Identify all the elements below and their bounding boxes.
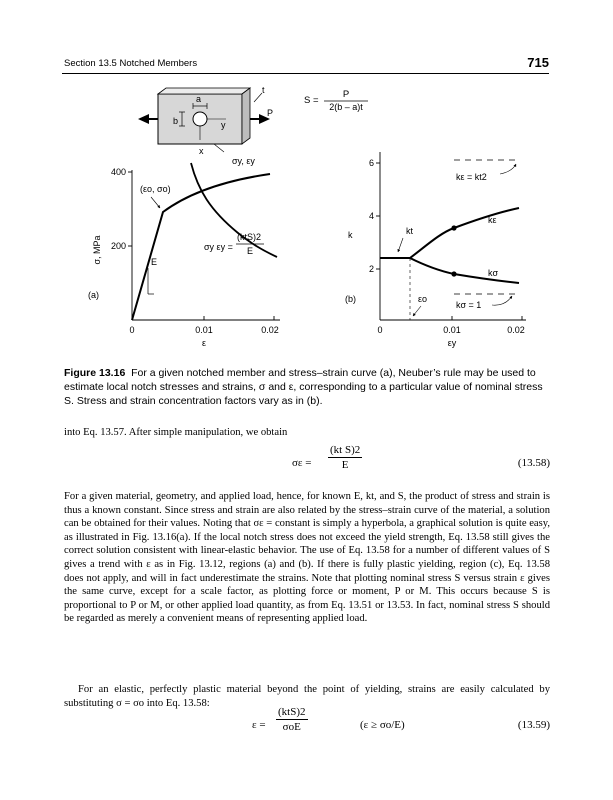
panel-a-ytick-400: 400	[110, 167, 126, 177]
panel-a-xlabel: ε	[201, 338, 207, 348]
eq2-number: (13.59)	[517, 719, 550, 731]
panel-b-ytick-6: 6	[368, 158, 374, 168]
panel-a-xtick-002: 0.02	[261, 325, 279, 335]
eq2-condition: (ε ≥ σo/E)	[360, 719, 405, 731]
equation-13-59	[64, 706, 550, 746]
label-x: x	[199, 146, 204, 156]
k-epsilon-curve	[410, 208, 519, 258]
sigma-leader	[214, 144, 224, 152]
eq2-denominator: σoE	[282, 721, 301, 733]
eq1-fraction	[328, 444, 362, 471]
eq1-denominator: E	[341, 459, 349, 471]
specimen-side-face	[242, 88, 250, 144]
caption-text: For a given notched member and stress–strain curve (a), Neuber’s rule may be used to estimate local notch stresses and strains, σ and ε, corresponding to a particular value of nominal stress S. Stress and strain concentration factors vary as in (b).	[64, 367, 543, 407]
k-sigma-curve	[410, 258, 519, 283]
panel-b-tag: (b)	[345, 294, 356, 304]
panel-a-stress-strain	[88, 163, 280, 348]
k-sigma-label: kσ	[488, 268, 499, 278]
t-leader	[254, 93, 262, 102]
caption-label: Figure 13.16	[64, 367, 126, 379]
yield-point-leader	[151, 197, 160, 208]
section-title: Section 13.5 Notched Members	[64, 58, 198, 69]
panel-b-ylabel: k	[348, 230, 353, 240]
panel-b-xtick-002: 0.02	[507, 325, 525, 335]
label-y: y	[221, 120, 226, 130]
eq1-numerator: (kt S)2	[330, 444, 361, 456]
eq2-numerator: (ktS)2	[278, 706, 306, 718]
paragraph-2: For an elastic, perfectly plastic material beyond the point of yielding, strains are easily calculated by substituting σ = σo into Eq. 13.58:	[64, 684, 550, 709]
panel-a-ylabel: σ, MPa	[92, 235, 102, 265]
kt-label: kt	[406, 226, 414, 236]
center-hole	[193, 112, 207, 126]
eo-label: εo	[418, 294, 428, 304]
E-label: E	[151, 257, 158, 267]
eq1-number: (13.58)	[517, 457, 550, 469]
S-den: 2(b – a)t	[329, 102, 363, 112]
page-number: 715	[527, 55, 549, 70]
label-P: P	[267, 108, 274, 118]
running-head	[62, 55, 549, 74]
ksigma-eq-1-label: kσ = 1	[456, 300, 482, 310]
specimen-top-face	[158, 88, 250, 94]
panel-b-xtick-0: 0	[377, 325, 383, 335]
eq2-fraction	[276, 706, 308, 733]
panel-a-ytick-200: 200	[110, 241, 126, 251]
panel-b-ytick-4: 4	[368, 211, 374, 221]
kt-leader	[398, 238, 403, 252]
label-t: t	[262, 85, 265, 95]
panel-b-ytick-2: 2	[368, 264, 374, 274]
equation-13-58	[64, 444, 550, 484]
figure-13-16	[0, 80, 613, 362]
panel-b-xlabel: εy	[447, 338, 457, 348]
ksigma-eq-1-leader	[492, 296, 512, 305]
label-a: a	[196, 94, 202, 104]
notched-specimen-sketch	[138, 85, 273, 166]
S-lhs: S =	[304, 95, 319, 106]
yield-point-label: (εo, σo)	[140, 184, 171, 194]
intro-line: into Eq. 13.57. After simple manipulation, we obtain	[64, 427, 288, 438]
panel-a-tag: (a)	[88, 290, 99, 300]
eq1-lhs: σε =	[292, 457, 312, 469]
hyperbola-num: (ktS)2	[236, 232, 262, 242]
panel-b-xtick-001: 0.01	[443, 325, 461, 335]
nominal-stress-formula	[304, 89, 368, 112]
load-arrow-left	[138, 114, 149, 124]
S-num: P	[342, 89, 350, 100]
panel-a-xtick-0: 0	[129, 325, 135, 335]
panel-a-xtick-001: 0.01	[195, 325, 213, 335]
label-sigma-eps: σy, εy	[232, 156, 255, 166]
keps-eq-kt2-label: kε = kt2	[456, 172, 487, 182]
keps-eq-kt2-leader	[500, 164, 516, 174]
hyperbola-den: E	[246, 246, 254, 256]
k-epsilon-marker	[451, 225, 456, 230]
k-sigma-marker	[451, 271, 456, 276]
k-epsilon-label: kε	[488, 215, 497, 225]
figure-caption	[64, 366, 550, 408]
eo-leader	[413, 306, 421, 316]
panel-b-concentration-factors	[345, 152, 526, 348]
label-b: b	[173, 116, 179, 126]
eq2-lhs: ε =	[252, 719, 266, 731]
hyperbola-lhs: σy εy =	[204, 242, 233, 252]
paragraph-1: For a given material, geometry, and applied load, hence, for known E, kt, and S, the product of stress and strain is thus a known constant. Since stress and strain are also related by the stress–strain curve of the material, a solution can be obtained for their values. Noting that σε = constant is simply a hyperbola, a graphical solution is quite easy, as illustrated in Fig. 13.16(a). If the local notch stress does not exceed the yield strength, Eq. 13.58 still gives the correct solution consistent with linear-elastic behavior. The use of Eq. 13.58 for a number of different values of S gives a trend with ε as in Fig. 13.12, regions (a) and (b). If there is fully plastic yielding, region (c), Eq. 13.58 does not apply, and will in fact underestimate the strains. Note that plotting nominal stress S versus strain ε gives the same curve, except for a scale factor, as plotting force or moment, P or M. This occurs because S is proportional to P or M, or other applied load quantity, as from Eq. 13.51 or 13.53. In fact, nominal stress S should be regarded as merely a convenient means of representing applied load.	[64, 491, 550, 625]
